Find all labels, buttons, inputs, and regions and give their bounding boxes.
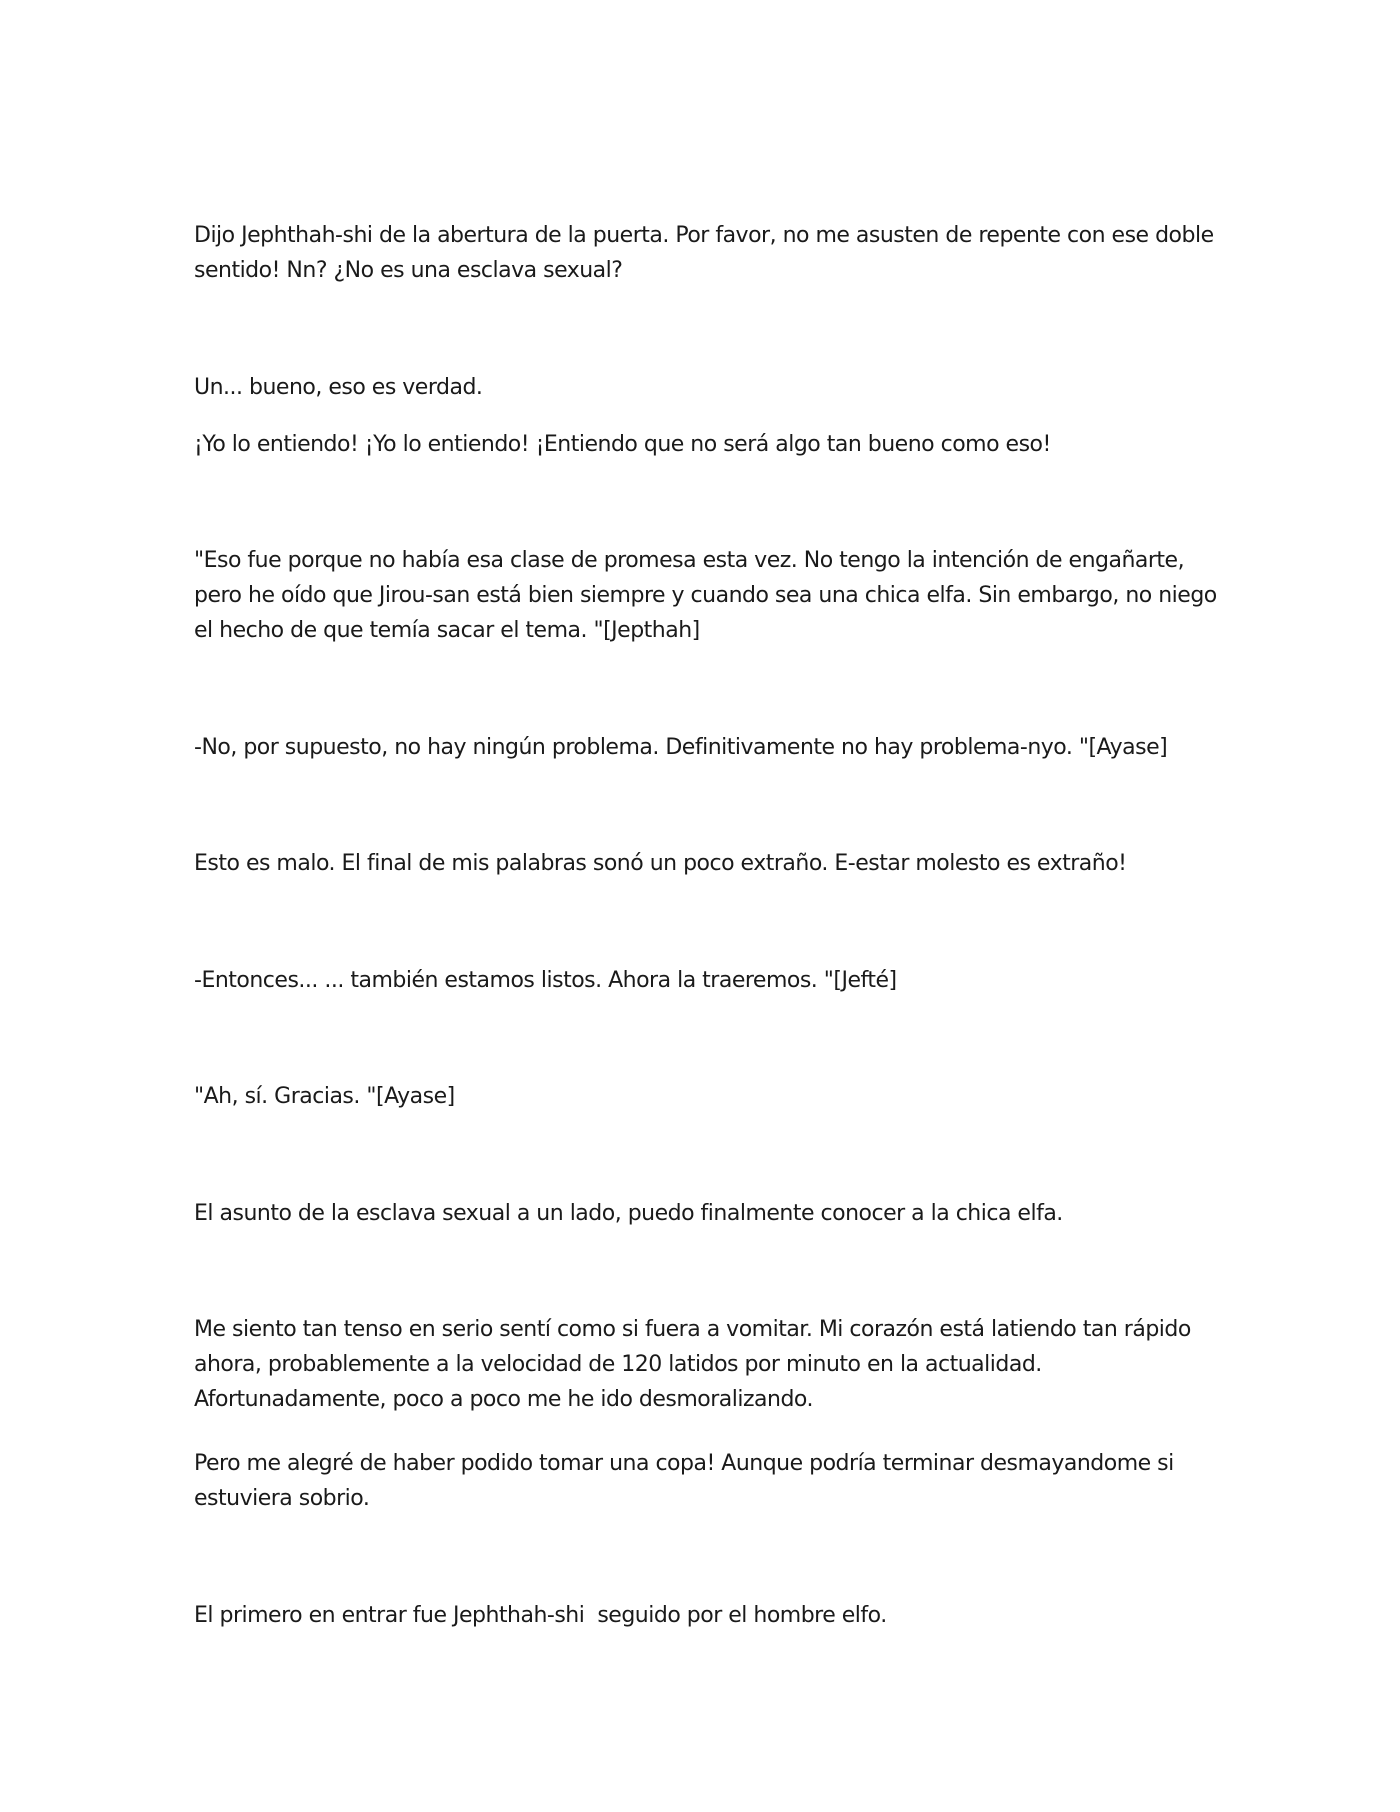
paragraph-10: Me siento tan tenso en serio sentí como si fuera a vomitar. Mi corazón está latiendo tan rápido ahora, probablemente a la velocidad de 120 latidos por minuto en la actualidad. Afortunadamente, poco a poco me he ido desmoralizando. (194, 1317, 1198, 1412)
paragraph-7: -Entonces... ... también estamos listos. Ahora la traeremos. "[Jefté] (194, 968, 897, 993)
paragraph-1: Dijo Jephthah-shi de la abertura de la puerta. Por favor, no me asusten de repente con ese doble sentido! Nn? ¿No es una esclava sexual? (194, 223, 1221, 283)
paragraph-11: Pero me alegré de haber podido tomar una copa! Aunque podría terminar desmayandome si estuviera sobrio. (194, 1451, 1181, 1511)
paragraph-3: ¡Yo lo entiendo! ¡Yo lo entiendo! ¡Entiendo que no será algo tan bueno como eso! (194, 432, 1051, 457)
paragraph-5: -No, por supuesto, no hay ningún problema. Definitivamente no hay problema-nyo. "[Ayase] (194, 735, 1168, 760)
paragraph-4: "Eso fue porque no había esa clase de promesa esta vez. No tengo la intención de engañarte, pero he oído que Jirou-san está bien siempre y cuando sea una chica elfa. Sin embargo, no niego el hecho de que temía sacar el tema. "[Jepthah] (194, 548, 1224, 643)
paragraph-8: "Ah, sí. Gracias. "[Ayase] (194, 1084, 455, 1109)
paragraph-2: Un... bueno, eso es verdad. (194, 375, 483, 400)
paragraph-9: El asunto de la esclava sexual a un lado, puedo finalmente conocer a la chica elfa. (194, 1201, 1063, 1226)
paragraph-6: Esto es malo. El final de mis palabras sonó un poco extraño. E-estar molesto es extraño! (194, 851, 1127, 876)
paragraph-12: El primero en entrar fue Jephthah-shi seguido por el hombre elfo. (194, 1603, 887, 1628)
